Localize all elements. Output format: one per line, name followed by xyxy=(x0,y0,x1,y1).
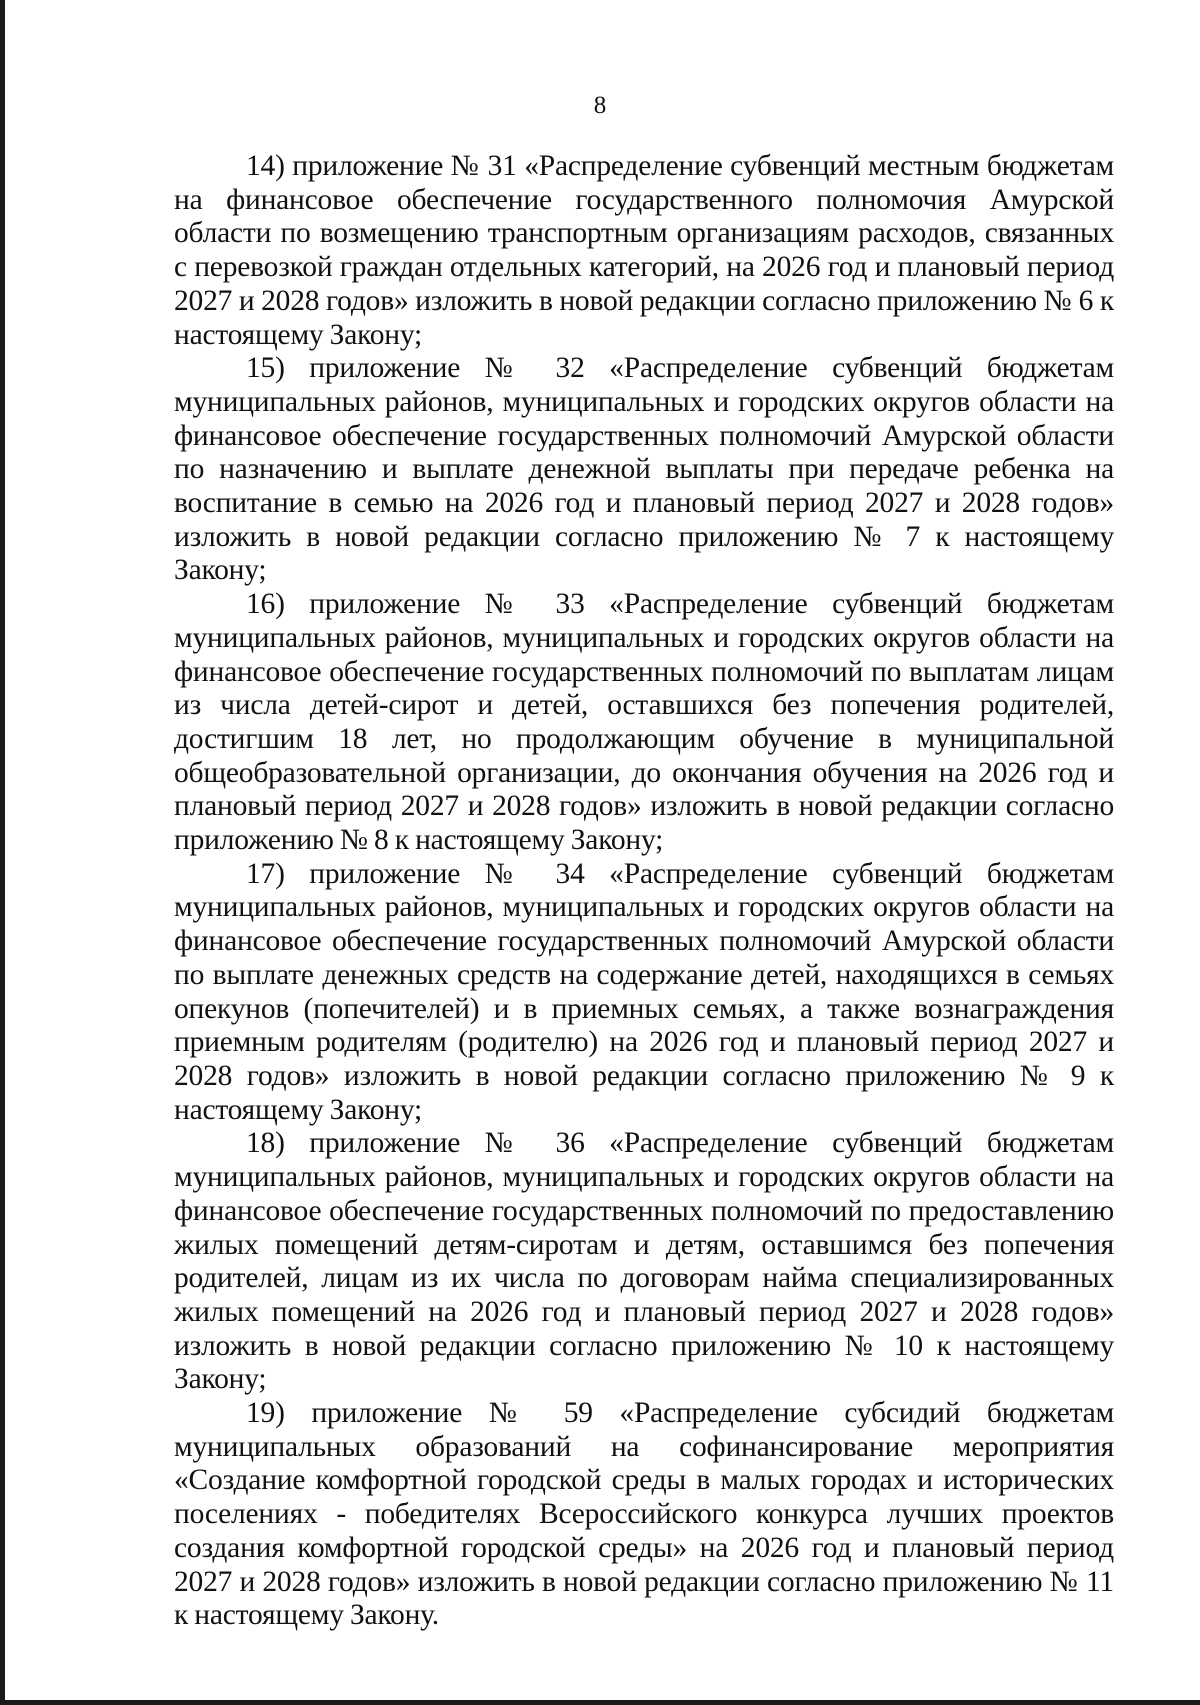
scan-edge-left xyxy=(0,0,5,1705)
paragraph-item-16: 16) приложение № 33 «Распределение субвенций бюджетам муниципальных районов, муниципальных и городских округов области на финансовое обеспечение государственных полномочий по выплатам лицам из числа детей-сирот и детей, оставшихся без попечения родителей, достигшим 18 лет, но продолжающим обучение в муниципальной общеобразовательной организации, до окончания обучения на 2026 год и плановый период 2027 и 2028 годов» изложить в новой редакции согласно приложению № 8 к настоящему Закону; xyxy=(174,588,1114,857)
paragraph-item-17: 17) приложение № 34 «Распределение субвенций бюджетам муниципальных районов, муниципальных и городских округов области на финансовое обеспечение государственных полномочий Амурской области по выплате денежных средств на содержание детей, находящихся в семьях опекунов (попечителей) и в приемных семьях, а также вознаграждения приемным родителям (родителю) на 2026 год и плановый период 2027 и 2028 годов» изложить в новой редакции согласно приложению № 9 к настоящему Закону; xyxy=(174,857,1114,1126)
document-body xyxy=(174,150,1114,1633)
scan-edge-bottom xyxy=(0,1700,1200,1705)
paragraph-item-19: 19) приложение № 59 «Распределение субсидий бюджетам муниципальных образований на софинансирование мероприятия «Создание комфортной городской среды в малых городах и исторических поселениях - победителях Всероссийского конкурса лучших проектов создания комфортной городской среды» на 2026 год и плановый период 2027 и 2028 годов» изложить в новой редакции согласно приложению № 11 к настоящему Закону. xyxy=(174,1397,1114,1632)
paragraph-item-15: 15) приложение № 32 «Распределение субвенций бюджетам муниципальных районов, муниципальных и городских округов области на финансовое обеспечение государственных полномочий Амурской области по назначению и выплате денежной выплаты при передаче ребенка на воспитание в семью на 2026 год и плановый период 2027 и 2028 годов» изложить в новой редакции согласно приложению № 7 к настоящему Закону; xyxy=(174,352,1114,587)
paragraph-item-14: 14) приложение № 31 «Распределение субвенций местным бюджетам на финансовое обеспечение государственного полномочия Амурской области по возмещению транспортным организациям расходов, связанных с перевозкой граждан отдельных категорий, на 2026 год и плановый период 2027 и 2028 годов» изложить в новой редакции согласно приложению № 6 к настоящему Закону; xyxy=(174,150,1114,351)
page-number: 8 xyxy=(593,92,607,119)
paragraph-item-18: 18) приложение № 36 «Распределение субвенций бюджетам муниципальных районов, муниципальных и городских округов области на финансовое обеспечение государственных полномочий по предоставлению жилых помещений детям-сиротам и детям, оставшимся без попечения родителей, лицам из их числа по договорам найма специализированных жилых помещений на 2026 год и плановый период 2027 и 2028 годов» изложить в новой редакции согласно приложению № 10 к настоящему Закону; xyxy=(174,1127,1114,1396)
